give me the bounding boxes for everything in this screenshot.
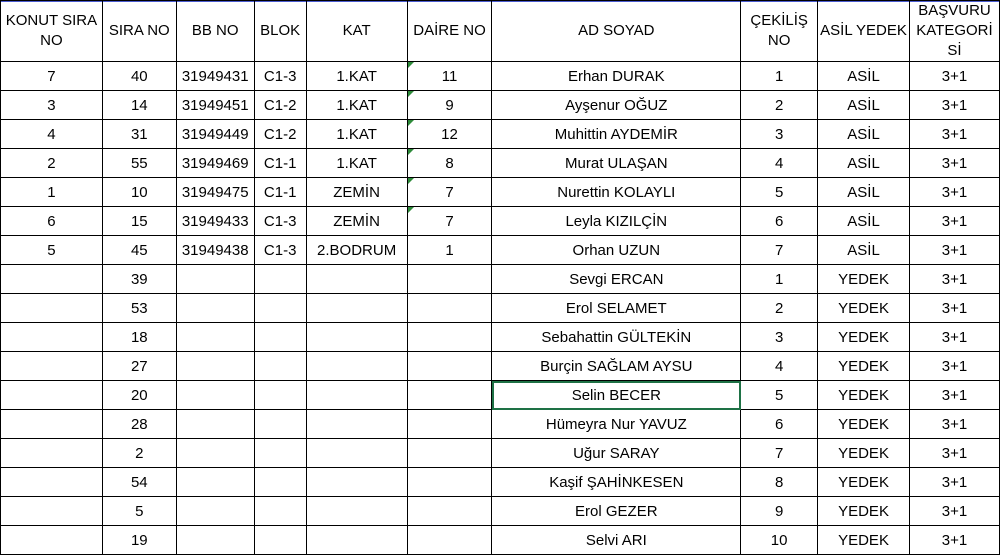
table-cell[interactable]: 3+1 xyxy=(909,323,999,352)
table-cell[interactable]: YEDEK xyxy=(818,439,910,468)
table-cell[interactable] xyxy=(407,265,492,294)
table-cell[interactable] xyxy=(176,439,254,468)
table-cell[interactable]: 7 xyxy=(1,62,103,91)
table-cell[interactable]: Selvi ARI xyxy=(492,526,741,555)
table-cell[interactable]: ASİL xyxy=(818,178,910,207)
table-cell[interactable]: 55 xyxy=(102,149,176,178)
table-cell[interactable]: 31949449 xyxy=(176,120,254,149)
table-cell[interactable]: 3+1 xyxy=(909,381,999,410)
table-cell[interactable]: 3+1 xyxy=(909,91,999,120)
table-cell[interactable]: C1-2 xyxy=(254,91,306,120)
table-cell[interactable]: 3+1 xyxy=(909,410,999,439)
table-cell[interactable]: Muhittin AYDEMİR xyxy=(492,120,741,149)
table-cell[interactable]: 1 xyxy=(741,265,818,294)
table-cell[interactable] xyxy=(176,410,254,439)
table-cell[interactable]: Sevgi ERCAN xyxy=(492,265,741,294)
table-cell[interactable] xyxy=(306,526,407,555)
table-cell[interactable]: 3+1 xyxy=(909,236,999,265)
header-cell[interactable]: ASİL YEDEK xyxy=(818,1,910,62)
table-cell[interactable]: Sebahattin GÜLTEKİN xyxy=(492,323,741,352)
table-cell[interactable] xyxy=(176,526,254,555)
table-cell[interactable]: C1-1 xyxy=(254,178,306,207)
table-cell[interactable]: 3+1 xyxy=(909,178,999,207)
table-cell[interactable] xyxy=(176,497,254,526)
table-cell[interactable]: YEDEK xyxy=(818,497,910,526)
table-cell[interactable] xyxy=(306,323,407,352)
table-body xyxy=(1,62,1000,555)
table-cell[interactable] xyxy=(254,265,306,294)
table-cell[interactable]: 12 xyxy=(407,120,492,149)
table-cell[interactable]: YEDEK xyxy=(818,526,910,555)
table-cell[interactable]: 31 xyxy=(102,120,176,149)
table-cell[interactable]: 1.KAT xyxy=(306,149,407,178)
table-cell[interactable] xyxy=(407,294,492,323)
table-cell[interactable] xyxy=(176,265,254,294)
table-cell[interactable]: 3+1 xyxy=(909,62,999,91)
header-cell[interactable]: KAT xyxy=(306,1,407,62)
table-cell[interactable]: 4 xyxy=(741,149,818,178)
table-cell[interactable]: C1-2 xyxy=(254,120,306,149)
table-cell[interactable]: 11 xyxy=(407,62,492,91)
table-cell[interactable]: 3+1 xyxy=(909,352,999,381)
table-cell[interactable]: 31949475 xyxy=(176,178,254,207)
table-cell[interactable] xyxy=(254,410,306,439)
table-cell[interactable]: 6 xyxy=(741,410,818,439)
table-cell[interactable]: Burçin SAĞLAM AYSU xyxy=(492,352,741,381)
table-cell[interactable]: YEDEK xyxy=(818,352,910,381)
table-cell[interactable]: 31949433 xyxy=(176,207,254,236)
table-cell[interactable] xyxy=(1,265,103,294)
table-cell[interactable]: 2 xyxy=(741,91,818,120)
table-cell[interactable]: 7 xyxy=(741,236,818,265)
table-cell[interactable]: Orhan UZUN xyxy=(492,236,741,265)
table-row xyxy=(1,381,1000,410)
table-cell[interactable]: 3+1 xyxy=(909,468,999,497)
table-cell[interactable] xyxy=(254,294,306,323)
table-cell[interactable]: 39 xyxy=(102,265,176,294)
table-cell[interactable]: Ayşenur OĞUZ xyxy=(492,91,741,120)
table-cell[interactable]: 1 xyxy=(407,236,492,265)
table-cell[interactable] xyxy=(407,468,492,497)
table-cell[interactable]: YEDEK xyxy=(818,381,910,410)
table-cell[interactable]: 3 xyxy=(1,91,103,120)
table-cell[interactable] xyxy=(1,294,103,323)
table-cell[interactable]: 8 xyxy=(741,468,818,497)
table-cell[interactable]: YEDEK xyxy=(818,265,910,294)
table-cell[interactable]: Erol SELAMET xyxy=(492,294,741,323)
table-cell[interactable]: 15 xyxy=(102,207,176,236)
header-cell[interactable]: ÇEKİLİŞ NO xyxy=(741,1,818,62)
table-cell[interactable]: 3+1 xyxy=(909,207,999,236)
table-cell[interactable]: 53 xyxy=(102,294,176,323)
table-cell[interactable]: C1-1 xyxy=(254,149,306,178)
table-cell[interactable]: Nurettin KOLAYLI xyxy=(492,178,741,207)
header-cell[interactable]: AD SOYAD xyxy=(492,1,741,62)
table-cell[interactable]: 5 xyxy=(102,497,176,526)
table-cell[interactable]: 3 xyxy=(741,323,818,352)
table-cell[interactable]: 2 xyxy=(741,294,818,323)
table-cell[interactable] xyxy=(254,526,306,555)
table-row xyxy=(1,352,1000,381)
header-row xyxy=(1,1,1000,62)
table-cell[interactable]: 45 xyxy=(102,236,176,265)
table-cell[interactable]: YEDEK xyxy=(818,410,910,439)
table-cell[interactable]: 31949438 xyxy=(176,236,254,265)
table-cell[interactable]: 5 xyxy=(1,236,103,265)
table-cell[interactable]: 3+1 xyxy=(909,149,999,178)
table-cell[interactable]: 3+1 xyxy=(909,265,999,294)
table-cell[interactable] xyxy=(1,439,103,468)
table-cell[interactable] xyxy=(254,323,306,352)
table-cell[interactable]: Hümeyra Nur YAVUZ xyxy=(492,410,741,439)
table-cell[interactable]: Erhan DURAK xyxy=(492,62,741,91)
table-row xyxy=(1,62,1000,91)
table-cell[interactable]: 9 xyxy=(741,497,818,526)
table-cell[interactable]: 27 xyxy=(102,352,176,381)
table-row xyxy=(1,497,1000,526)
table-cell[interactable] xyxy=(407,381,492,410)
table-cell[interactable]: 9 xyxy=(407,91,492,120)
table-cell[interactable]: ASİL xyxy=(818,207,910,236)
table-cell[interactable]: 1 xyxy=(741,62,818,91)
table-cell[interactable]: 3 xyxy=(741,120,818,149)
table-cell[interactable]: Leyla KIZILÇİN xyxy=(492,207,741,236)
table-cell[interactable] xyxy=(254,468,306,497)
table-cell[interactable]: YEDEK xyxy=(818,323,910,352)
table-cell[interactable]: C1-3 xyxy=(254,207,306,236)
header-cell[interactable]: KONUT SIRA NO xyxy=(1,1,103,62)
table-cell[interactable] xyxy=(176,294,254,323)
table-cell[interactable]: 8 xyxy=(407,149,492,178)
table-cell[interactable]: YEDEK xyxy=(818,468,910,497)
table-cell[interactable] xyxy=(254,352,306,381)
table-cell[interactable]: 10 xyxy=(741,526,818,555)
table-cell[interactable]: 6 xyxy=(1,207,103,236)
table-cell[interactable]: ZEMİN xyxy=(306,178,407,207)
table-cell[interactable]: 20 xyxy=(102,381,176,410)
table-cell[interactable]: ASİL xyxy=(818,149,910,178)
table-cell[interactable] xyxy=(1,468,103,497)
table-cell[interactable]: Uğur SARAY xyxy=(492,439,741,468)
table-cell[interactable]: Murat ULAŞAN xyxy=(492,149,741,178)
table-cell[interactable] xyxy=(306,265,407,294)
table-row xyxy=(1,178,1000,207)
table-cell[interactable]: 54 xyxy=(102,468,176,497)
table-row xyxy=(1,91,1000,120)
table-cell[interactable]: 1.KAT xyxy=(306,120,407,149)
table-cell[interactable]: 3+1 xyxy=(909,120,999,149)
table-cell[interactable] xyxy=(176,352,254,381)
table-cell[interactable] xyxy=(1,526,103,555)
table-cell[interactable]: 3+1 xyxy=(909,294,999,323)
table-cell[interactable]: YEDEK xyxy=(818,294,910,323)
table-row xyxy=(1,526,1000,555)
table-cell[interactable]: 31949469 xyxy=(176,149,254,178)
table-cell[interactable]: 31949431 xyxy=(176,62,254,91)
table-row xyxy=(1,294,1000,323)
header-cell[interactable]: BAŞVURU KATEGORİ Sİ xyxy=(909,1,999,62)
table-cell[interactable] xyxy=(306,468,407,497)
table-cell[interactable]: 5 xyxy=(741,178,818,207)
table-cell[interactable]: 1.KAT xyxy=(306,91,407,120)
table-row xyxy=(1,265,1000,294)
table-row xyxy=(1,120,1000,149)
table-cell[interactable]: 6 xyxy=(741,207,818,236)
table-cell[interactable]: Kaşif ŞAHİNKESEN xyxy=(492,468,741,497)
table-cell[interactable]: 4 xyxy=(741,352,818,381)
header-cell[interactable]: BB NO xyxy=(176,1,254,62)
table-cell[interactable] xyxy=(1,352,103,381)
table-cell[interactable]: Erol GEZER xyxy=(492,497,741,526)
table-row xyxy=(1,323,1000,352)
table-row xyxy=(1,207,1000,236)
table-cell[interactable] xyxy=(306,352,407,381)
table-cell[interactable]: 3+1 xyxy=(909,526,999,555)
table-cell[interactable]: C1-3 xyxy=(254,236,306,265)
table-cell[interactable] xyxy=(1,323,103,352)
table-cell[interactable] xyxy=(407,323,492,352)
table-cell[interactable]: 4 xyxy=(1,120,103,149)
header-cell[interactable]: DAİRE NO xyxy=(407,1,492,62)
table-cell[interactable]: 1.KAT xyxy=(306,62,407,91)
table-cell[interactable]: 7 xyxy=(407,178,492,207)
table-cell[interactable] xyxy=(1,497,103,526)
table-cell[interactable] xyxy=(306,439,407,468)
table-cell[interactable]: 2 xyxy=(102,439,176,468)
table-cell[interactable] xyxy=(254,381,306,410)
table-cell[interactable]: ASİL xyxy=(818,62,910,91)
table-cell[interactable]: 7 xyxy=(407,207,492,236)
table-cell[interactable]: 10 xyxy=(102,178,176,207)
table-cell[interactable] xyxy=(1,410,103,439)
table-row xyxy=(1,236,1000,265)
table-cell[interactable]: 2.BODRUM xyxy=(306,236,407,265)
table-cell[interactable] xyxy=(176,381,254,410)
table-row xyxy=(1,468,1000,497)
table-cell[interactable]: 40 xyxy=(102,62,176,91)
table-cell[interactable] xyxy=(407,526,492,555)
table-cell[interactable]: 28 xyxy=(102,410,176,439)
table-cell[interactable]: 19 xyxy=(102,526,176,555)
table-cell[interactable] xyxy=(176,468,254,497)
table-cell[interactable] xyxy=(407,497,492,526)
table-cell[interactable]: 3+1 xyxy=(909,439,999,468)
table-cell[interactable]: Selin BECER xyxy=(492,381,741,410)
table-cell[interactable] xyxy=(306,410,407,439)
table-cell[interactable]: 2 xyxy=(1,149,103,178)
table-cell[interactable] xyxy=(176,323,254,352)
table-cell[interactable]: ZEMİN xyxy=(306,207,407,236)
header-cell[interactable]: BLOK xyxy=(254,1,306,62)
table-cell[interactable]: 7 xyxy=(741,439,818,468)
table-cell[interactable] xyxy=(306,497,407,526)
table-cell[interactable] xyxy=(306,381,407,410)
table-cell[interactable] xyxy=(1,381,103,410)
table-cell[interactable] xyxy=(407,439,492,468)
table-cell[interactable]: 5 xyxy=(741,381,818,410)
table-cell[interactable]: 1 xyxy=(1,178,103,207)
table-row xyxy=(1,410,1000,439)
table-cell[interactable] xyxy=(407,352,492,381)
table-cell[interactable]: 3+1 xyxy=(909,497,999,526)
table-cell[interactable]: C1-3 xyxy=(254,62,306,91)
table-cell[interactable]: 18 xyxy=(102,323,176,352)
table-cell[interactable]: ASİL xyxy=(818,91,910,120)
table-row xyxy=(1,439,1000,468)
table-cell[interactable]: ASİL xyxy=(818,236,910,265)
header-cell[interactable]: SIRA NO xyxy=(102,1,176,62)
table-cell[interactable]: ASİL xyxy=(818,120,910,149)
table-cell[interactable] xyxy=(254,497,306,526)
table-cell[interactable]: 31949451 xyxy=(176,91,254,120)
table-cell[interactable] xyxy=(407,410,492,439)
table-cell[interactable] xyxy=(254,439,306,468)
table-cell[interactable]: 14 xyxy=(102,91,176,120)
table-row xyxy=(1,149,1000,178)
table-cell[interactable] xyxy=(306,294,407,323)
